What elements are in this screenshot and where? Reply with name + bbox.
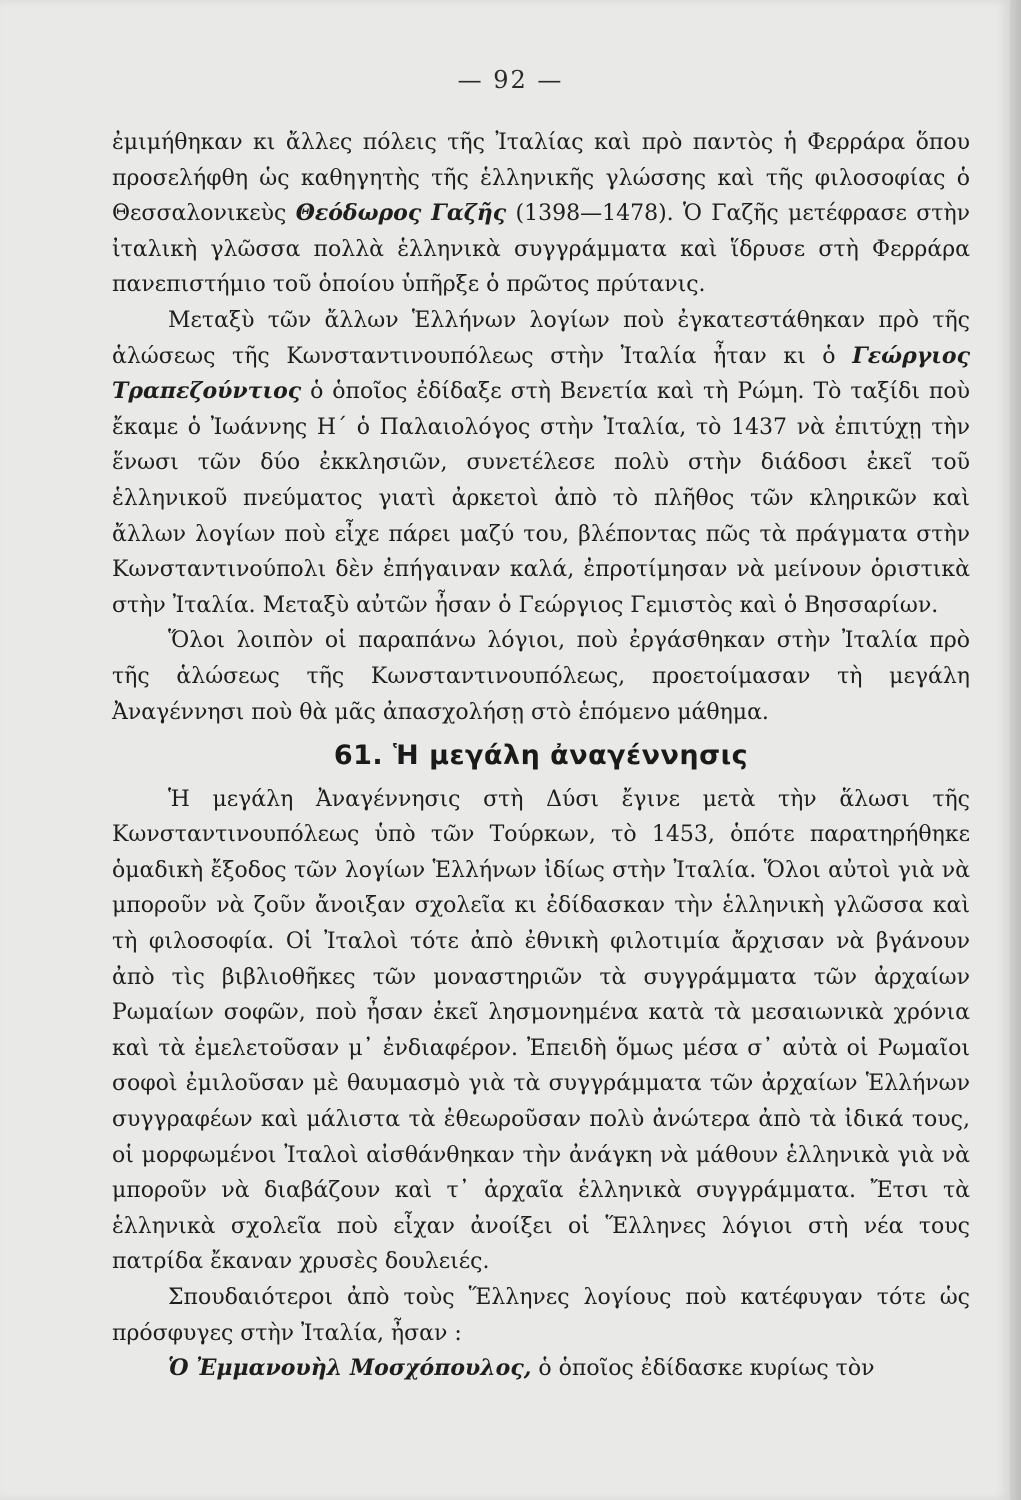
text-segment: (1398—1478). Ὁ Γαζῆς μετέφρασε στὴν ἰταλικὴ γλῶσσα πολλὰ ἑλληνικὰ συγγράμματα καὶ ἵδρυσε στὴ Φερράρα πανεπιστήμιο τοῦ ὁποίου ὑπῆρξε ὁ πρῶτος πρύτανις.	[112, 201, 970, 298]
text-segment: Ἡ μεγάλη Ἀναγέννησις στὴ Δύσι ἔγινε μετὰ τὴν ἅλωσι τῆς Κωνσταντινουπόλεως ὑπὸ τῶν Τούρκων, τὸ 1453, ὁπότε παρατηρήθηκε ὁμαδικὴ ἔξοδος τῶν λογίων Ἑλλήνων ἰδίως στὴν Ἰταλία. Ὅλοι αὐτοὶ γιὰ νὰ μποροῦν νὰ ζοῦν ἄνοιξαν σχολεῖα κι ἐδίδασκαν τὴν ἑλληνικὴ γλῶσσα καὶ τὴ φιλοσοφία. Οἱ Ἰταλοὶ τότε ἀπὸ ἐθνικὴ φιλοτιμία ἄρχισαν νὰ βγάνουν ἀπὸ τὶς βιβλιοθῆκες τῶν μοναστηριῶν τὰ συγγράμματα τῶν ἀρχαίων Ρωμαίων σοφῶν, ποὺ ἦσαν ἐκεῖ λησμονημένα κατὰ τὰ μεσαιωνικὰ χρόνια καὶ τὰ ἐμελετοῦσαν μ᾽ ἐνδιαφέρον. Ἐπειδὴ ὅμως μέσα σ᾽ αὐτὰ οἱ Ρωμαῖοι σοφοὶ ἐμιλοῦσαν μὲ θαυμασμὸ γιὰ τὰ συγγράμματα τῶν ἀρχαίων Ἑλλήνων συγγραφέων καὶ μάλιστα τὰ ἐθεωροῦσαν πολὺ ἀνώτερα ἀπὸ τὰ ἰδικά τους, οἱ μορφωμένοι Ἰταλοὶ αἰσθάνθηκαν τὴν ἀνάγκη νὰ μάθουν ἑλληνικὰ γιὰ νὰ μποροῦν νὰ διαβάζουν καὶ τ᾽ ἀρχαῖα ἑλληνικὰ συγγράμματα. Ἔτσι τὰ ἑλληνικὰ σχολεῖα ποὺ εἶχαν ἀνοίξει οἱ Ἕλληνες λόγιοι στὴ νέα τους πατρίδα ἔκαναν χρυσὲς δουλειές.	[112, 786, 970, 1275]
text-segment: ὁ ὁποῖος ἐδίδασκε κυρίως τὸν	[531, 1356, 875, 1382]
name-georgios-trapezountios: Γεώργιος Τραπεζούντιος	[112, 342, 970, 405]
text-segment: Σπουδαιότεροι ἀπὸ τοὺς Ἕλληνες λογίους ποὺ κατέφυγαν τότε ὡς πρόσφυγες στὴν Ἰταλία, ἦσαν :	[112, 1285, 970, 1346]
paragraph-trapezountios	[112, 303, 970, 623]
paragraph-refugees	[112, 1280, 970, 1351]
paragraph-scholars	[112, 623, 970, 730]
text-segment: Μεταξὺ τῶν ἄλλων Ἑλλήνων λογίων ποὺ ἐγκατεστάθηκαν πρὸ τῆς ἁλώσεως τῆς Κωνσταντινουπόλεως στὴν Ἰταλία ἦταν κι ὁ	[112, 307, 970, 369]
page-number: — 92 —	[457, 66, 564, 94]
paragraph-renaissance	[112, 782, 970, 1280]
section-heading: 61. Ἡ μεγάλη ἀναγέννησις	[333, 740, 749, 772]
page-edge	[1010, 0, 1021, 1500]
page-text	[112, 125, 970, 1387]
paragraph-gazis	[112, 125, 970, 303]
text-segment: Ὅλοι λοιπὸν οἱ παραπάνω λόγιοι, ποὺ ἐργάσθηκαν στὴν Ἰταλία πρὸ τῆς ἁλώσεως τῆς Κωνσταντινουπόλεως, προετοίμασαν τὴ μεγάλη Ἀναγέννησι ποὺ θὰ μᾶς ἀπασχολήσῃ στὸ ἑπόμενο μάθημα.	[112, 628, 970, 725]
name-theodoros-gazis: Θεόδωρος Γαζῆς	[295, 200, 507, 227]
text-segment: ὁ ὁποῖος ἐδίδαξε στὴ Βενετία καὶ τὴ Ρώμη. Τὸ ταξίδι ποὺ ἔκαμε ὁ Ἰωάννης Η΄ ὁ Παλαιολόγος στὴν Ἰταλία, τὸ 1437 νὰ ἐπιτύχῃ τὴν ἕνωσι τῶν δύο ἐκκλησιῶν, συνετέλεσε πολὺ στὴν διάδοσι ἐκεῖ τοῦ ἑλληνικοῦ πνεύματος γιατὶ ἀρκετοὶ ἀπὸ τὸ πλῆθος τῶν κληρικῶν καὶ ἄλλων λογίων ποὺ εἶχε πάρει μαζύ του, βλέποντας πῶς τὰ πράγματα στὴν Κωνσταντινούπολι δὲν ἐπήγαιναν καλά, ἐπροτίμησαν νὰ μείνουν ὁριστικὰ στὴν Ἰταλία. Μεταξὺ αὐτῶν ἦσαν ὁ Γεώργιος Γεμιστὸς καὶ ὁ Βησσαρίων.	[112, 379, 970, 618]
text-segment: ἐμιμήθηκαν κι ἄλλες πόλεις τῆς Ἰταλίας καὶ πρὸ παντὸς ἡ Φερράρα ὅπου προσελήφθη ὡς καθηγητὴς τῆς ἑλληνικῆς γλώσσης καὶ τῆς φιλοσοφίας ὁ Θεσσαλονικεὺς	[112, 130, 970, 227]
paragraph-moschopoulos	[112, 1351, 970, 1387]
name-emmanouil-moschopoulos: Ὁ Ἐμμανουὴλ Μοσχόπουλος,	[168, 1355, 532, 1382]
